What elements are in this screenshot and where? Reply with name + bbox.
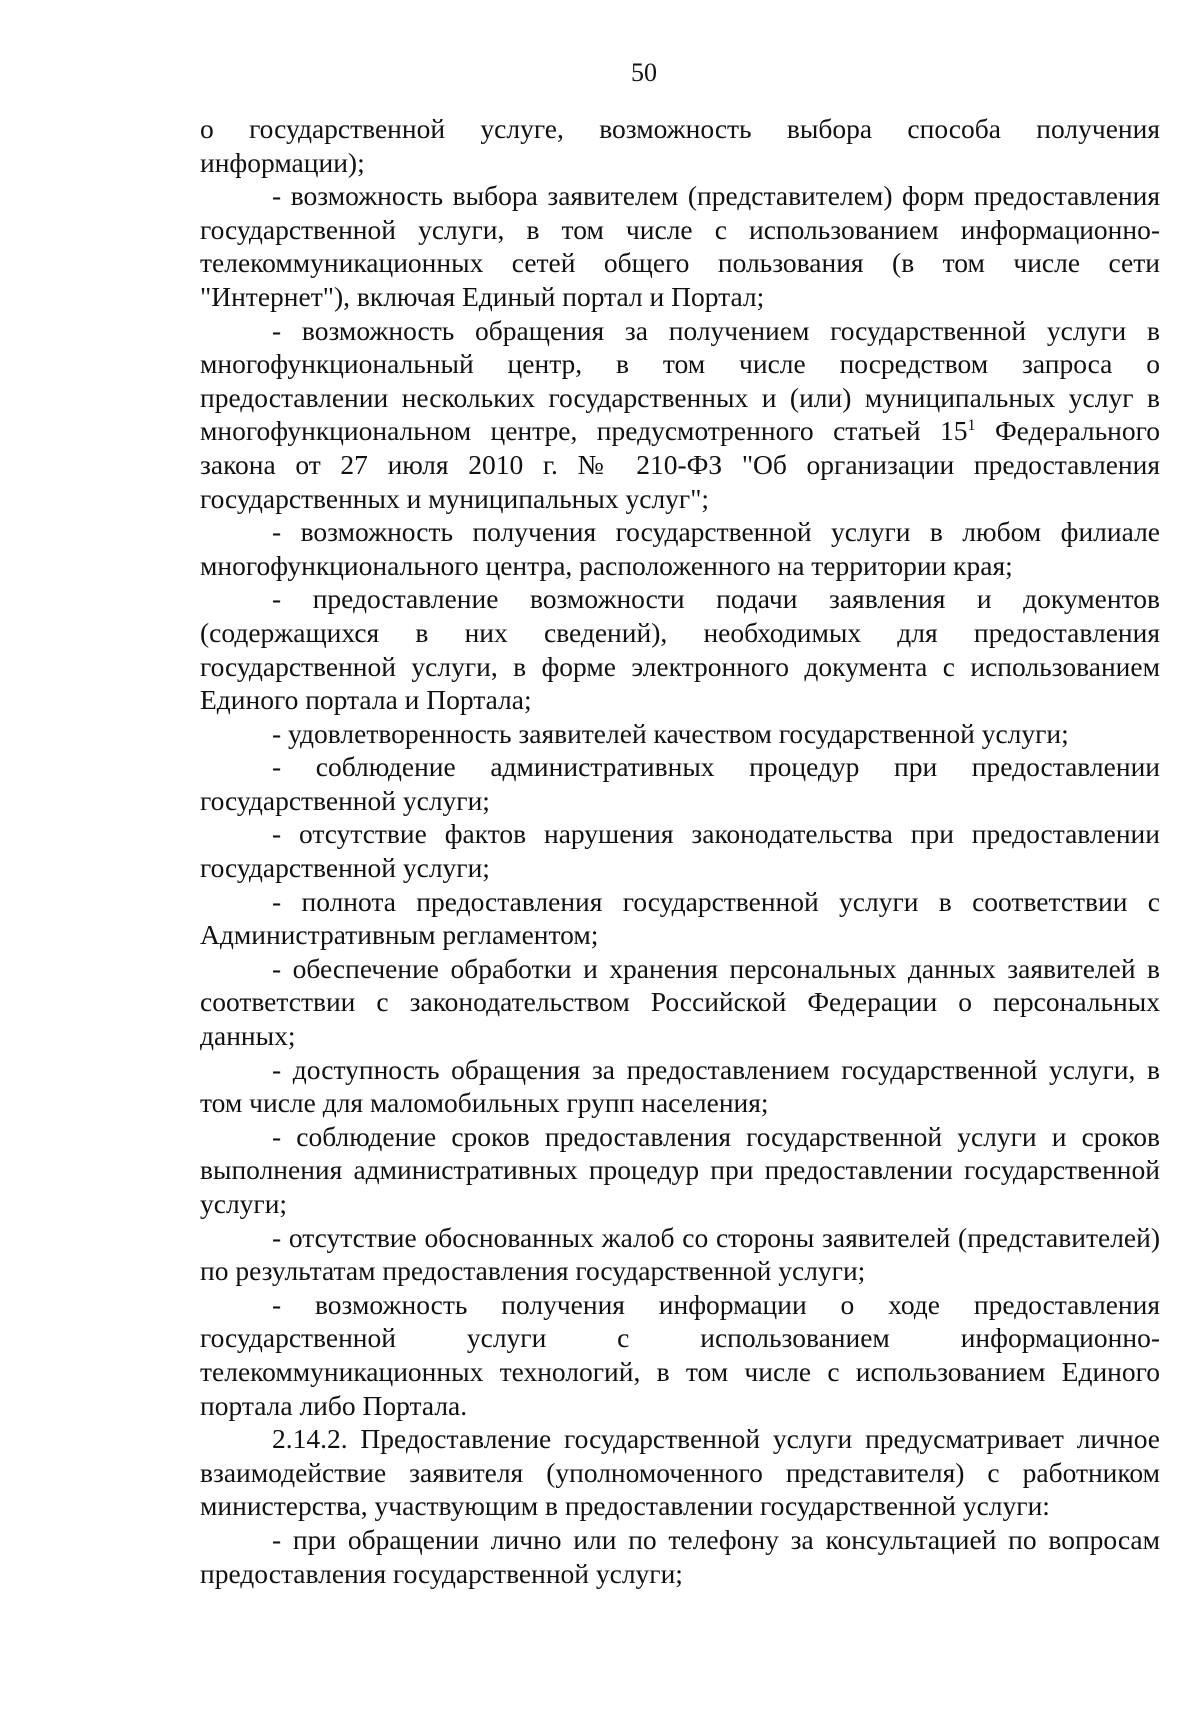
document-body [200, 112, 1160, 1590]
paragraph-4: - возможность получения государственной услуги в любом филиале многофункционального центра, расположенного на территории края; [200, 516, 1160, 581]
paragraph-11: - доступность обращения за предоставлением государственной услуги, в том числе для маломобильных групп населения; [200, 1053, 1160, 1119]
paragraph-15: 2.14.2. Предоставление государственной услуги предусматривает личное взаимодействие заявителя (уполномоченного представителя) с работником министерства, участвующим в предоставлении государственной услуги: [200, 1423, 1160, 1522]
paragraph-7: - соблюдение административных процедур при предоставлении государственной услуги; [200, 751, 1160, 816]
paragraph-1: о государственной услуге, возможность выбора способа получения информации); [200, 113, 1160, 178]
paragraph-3-text: - возможность обращения за получением государственной услуги в многофункциональный центр, в том числе посредством запроса о предоставлении нескольких государственных и (или) муниципальных услуг в многофункциональном центре, предусмотренного статьей 15 [200, 314, 1160, 447]
paragraph-14: - возможность получения информации о ходе предоставления государственной услуги с использованием информационно-телекоммуникационных технологий, в том числе с использованием Единого портала либо Портала. [200, 1288, 1160, 1421]
paragraph-9: - полнота предоставления государственной услуги в соответствии с Административным регламентом; [200, 885, 1160, 951]
paragraph-13: - отсутствие обоснованных жалоб со стороны заявителей (представителей) по результатам предоставления государственной услуги; [200, 1221, 1160, 1287]
paragraph-5: - предоставление возможности подачи заявления и документов (содержащихся в них сведений), необходимых для предоставления государственной услуги, в форме электронного документа с использованием Единого портала и Портала; [200, 583, 1160, 716]
paragraph-3 [200, 314, 1160, 516]
footnote-superscript: 1 [967, 417, 976, 435]
paragraph-8: - отсутствие фактов нарушения законодательства при предоставлении государственной услуги; [200, 818, 1160, 884]
page-number: 50 [631, 58, 657, 87]
paragraph-3-tail: Федерального закона от 27 июля 2010 г. № 210-ФЗ "Об организации предоставления государственных и муниципальных услуг"; [200, 415, 1160, 514]
paragraph-12: - соблюдение сроков предоставления государственной услуги и сроков выполнения административных процедур при предоставлении государственной услуги; [200, 1120, 1160, 1219]
paragraph-16: - при обращении лично или по телефону за консультацией по вопросам предоставления государственной услуги; [200, 1523, 1160, 1589]
paragraph-10: - обеспечение обработки и хранения персональных данных заявителей в соответствии с законодательством Российской Федерации о персональных данных; [200, 952, 1160, 1052]
paragraph-2: - возможность выбора заявителем (представителем) форм предоставления государственной услуги, в том числе с использованием информационно-телекоммуникационных сетей общего пользования (в том числе сети "Интернет"), включая Единый портал и Портал; [200, 180, 1160, 312]
paragraph-6: - удовлетворенность заявителей качеством государственной услуги; [272, 717, 1069, 749]
